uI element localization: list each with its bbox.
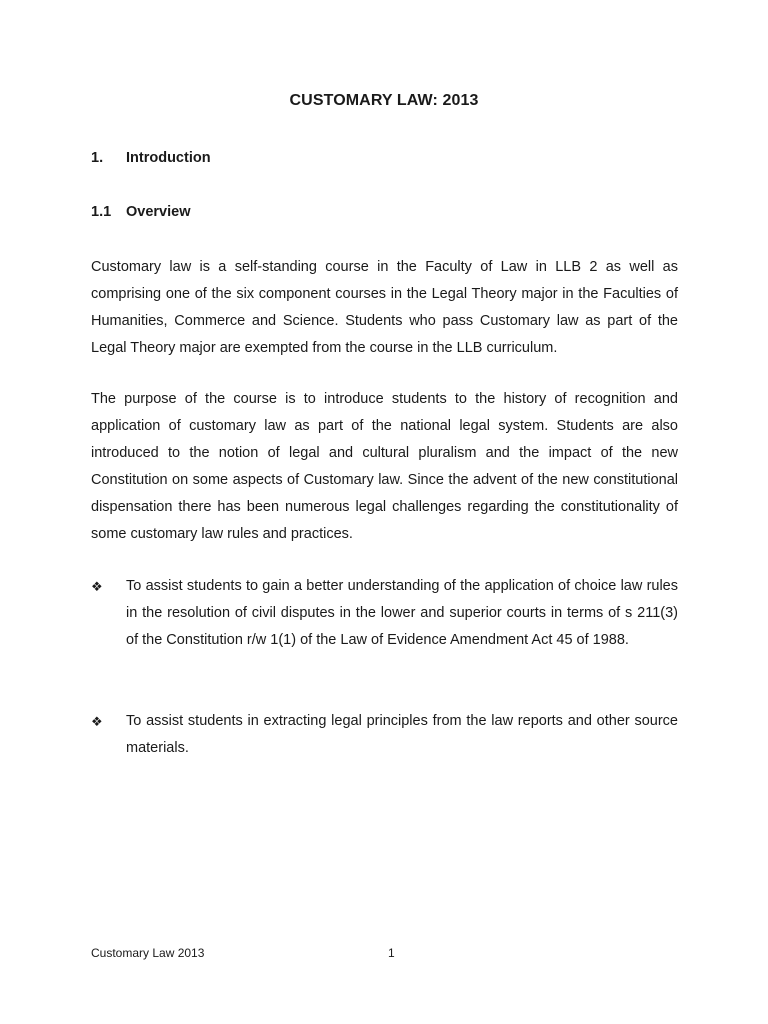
diamond-bullet-icon: ❖ <box>91 579 103 594</box>
section-number: 1. <box>91 150 104 166</box>
bullet-text: To assist students to gain a better understanding of the application of choice law rules in the resolution of civil disputes in the lower and superior courts in terms of s 211(3) of the Constitution r/w 1(1) of the Law of Evidence Amendment Act 45 of 1988. <box>126 578 678 648</box>
section-heading-introduction <box>91 150 211 166</box>
footer-page-number: 1 <box>388 946 395 960</box>
bullet-text: To assist students in extracting legal principles from the law reports and other source materials. <box>126 713 678 756</box>
paragraph-course-description: Customary law is a self-standing course in the Faculty of Law in LLB 2 as well as comprising one of the six component courses in the Legal Theory major in the Faculties of Humanities, Commerce and Science. Students who pass Customary law as part of the Legal Theory major are exempted from the course in the LLB curriculum. <box>91 259 678 356</box>
subsection-label: Overview <box>126 204 191 220</box>
document-title: CUSTOMARY LAW: 2013 <box>289 92 479 109</box>
subsection-number: 1.1 <box>91 204 112 220</box>
bullet-item <box>91 573 678 654</box>
bullet-item <box>91 708 678 762</box>
subsection-heading-overview <box>91 204 191 220</box>
diamond-bullet-icon: ❖ <box>91 714 103 729</box>
footer-document-name: Customary Law 2013 <box>91 946 205 960</box>
section-label: Introduction <box>126 150 211 166</box>
paragraph-course-purpose: The purpose of the course is to introduce students to the history of recognition and application of customary law as part of the national legal system. Students are also introduced to the notion of legal and cultural pluralism and the impact of the new Constitution on some aspects of Customary law. Since the advent of the new constitutional dispensation there has been numerous legal challenges regarding the constitutionality of some customary law rules and practices. <box>91 391 678 542</box>
